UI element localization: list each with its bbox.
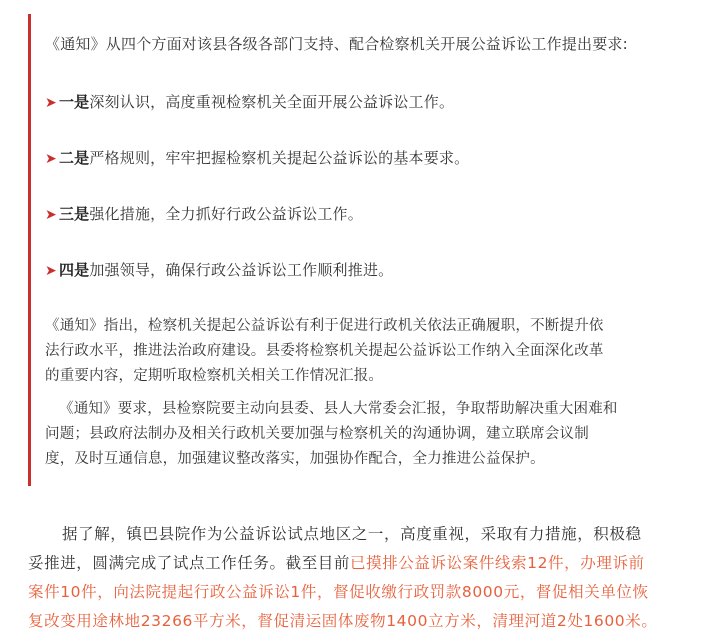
requirement-item-4 <box>45 260 393 281</box>
notice-point-line: 法行政水平，推进法治政府建设。县委将检察机关提起公益诉讼工作纳入全面深化改革 <box>45 343 604 359</box>
requirement-lead: 二是 <box>58 149 90 167</box>
arrow-bullet-icon: ➤ <box>45 207 57 223</box>
notice-point-line: 《通知》指出，检察机关提起公益诉讼有利于促进行政机关依法正确履职，不断提升依 <box>45 318 604 334</box>
body-text: 妥推进，圆满完成了试点工作任务。截至目前 <box>28 554 351 572</box>
requirement-lead: 四是 <box>58 261 90 279</box>
arrow-bullet-icon: ➤ <box>45 95 57 111</box>
highlighted-stats-line: 复改变用途林地23266平方米，督促清运固体废物1400立方米，清理河道2处1600米。 <box>28 612 658 630</box>
requirement-item-3 <box>45 204 363 225</box>
notice-intro: 《通知》从四个方面对该县各级各部门支持、配合检察机关开展公益诉讼工作提出要求: <box>45 35 628 53</box>
requirement-lead: 三是 <box>58 205 90 223</box>
highlighted-stats: 已摸排公益诉讼案件线索12件，办理诉前 <box>350 554 645 572</box>
requirement-text: 强化措施，全力抓好行政公益诉讼工作。 <box>89 205 363 223</box>
arrow-bullet-icon: ➤ <box>45 263 57 279</box>
notice-requirement-line: 问题；县政府法制办及相关行政机关要加强与检察机关的沟通协调，建立联席会议制 <box>45 426 589 442</box>
requirement-text: 深刻认识，高度重视检察机关全面开展公益诉讼工作。 <box>89 93 455 111</box>
notice-point-line: 的重要内容，定期听取检察机关相关工作情况汇报。 <box>45 368 384 384</box>
requirement-lead: 一是 <box>58 93 90 111</box>
requirement-item-2 <box>45 148 469 169</box>
highlighted-stats-line: 案件10件，向法院提起行政公益诉讼1件，督促收缴行政罚款8000元，督促相关单位恢 <box>28 583 649 601</box>
body-paragraph-line: 据了解，镇巴县院作为公益诉讼试点地区之一，高度重视，采取有力措施，积极稳 <box>62 525 642 543</box>
requirement-item-1 <box>45 92 454 113</box>
body-paragraph-line <box>28 549 645 577</box>
notice-quote-block <box>28 14 723 486</box>
requirement-text: 严格规则，牢牢把握检察机关提起公益诉讼的基本要求。 <box>89 149 470 167</box>
notice-requirement-line: 度，及时互通信息，加强建议整改落实，加强协作配合，全力推进公益保护。 <box>45 451 545 467</box>
arrow-bullet-icon: ➤ <box>45 151 57 167</box>
requirement-text: 加强领导，确保行政公益诉讼工作顺利推进。 <box>89 261 394 279</box>
notice-requirement-line: 《通知》要求，县检察院要主动向县委、县人大常委会汇报，争取帮助解决重大困难和 <box>59 401 618 417</box>
